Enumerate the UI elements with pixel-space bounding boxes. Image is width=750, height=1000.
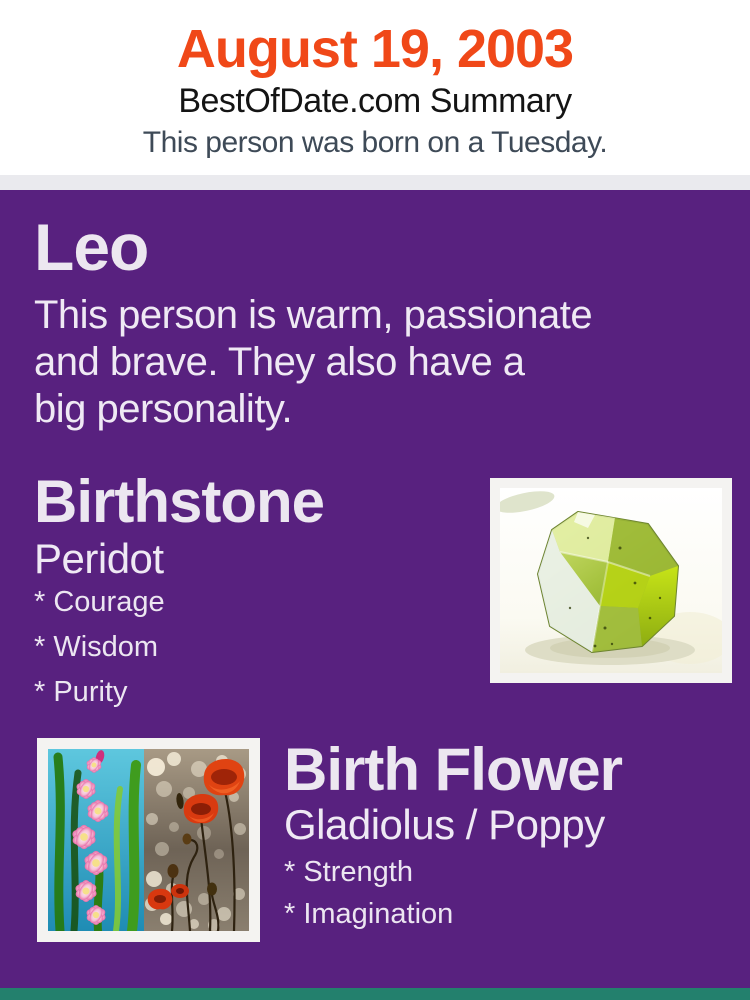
zodiac-description-line: This person is warm, passionate [34, 293, 593, 337]
zodiac-description-line: big personality. [34, 387, 293, 431]
birth-flower-heading: Birth Flower [284, 736, 623, 803]
peridot-gem-illustration [500, 488, 722, 673]
zodiac-description [34, 292, 592, 433]
page-title-date: August 19, 2003 [176, 19, 574, 79]
birth-flower-trait: * Strength [284, 856, 413, 888]
zodiac-sign-heading: Leo [34, 210, 149, 284]
born-on-tagline: This person was born on a Tuesday. [142, 126, 608, 159]
birth-flower-name: Gladiolus / Poppy [284, 801, 605, 848]
site-summary-subtitle: BestOfDate.com Summary [178, 82, 572, 120]
footer-accent-bar [0, 988, 750, 1000]
birthstone-trait: * Wisdom [34, 631, 159, 663]
gladiolus-flower-illustration [48, 749, 144, 931]
header-divider-strip [0, 175, 750, 190]
peridot-gemstone-photo [490, 478, 732, 683]
poppy-flowers-illustration [144, 749, 249, 931]
birth-flower-trait: * Imagination [284, 898, 454, 930]
header [0, 0, 750, 175]
gladiolus-and-poppy-photo [37, 738, 260, 942]
zodiac-purple-section [0, 190, 750, 1000]
birthstone-trait: * Courage [34, 586, 165, 618]
birthstone-trait: * Purity [34, 676, 128, 708]
birthstone-name: Peridot [34, 535, 164, 582]
birthstone-heading: Birthstone [34, 468, 324, 535]
zodiac-description-line: and brave. They also have a [34, 340, 525, 384]
